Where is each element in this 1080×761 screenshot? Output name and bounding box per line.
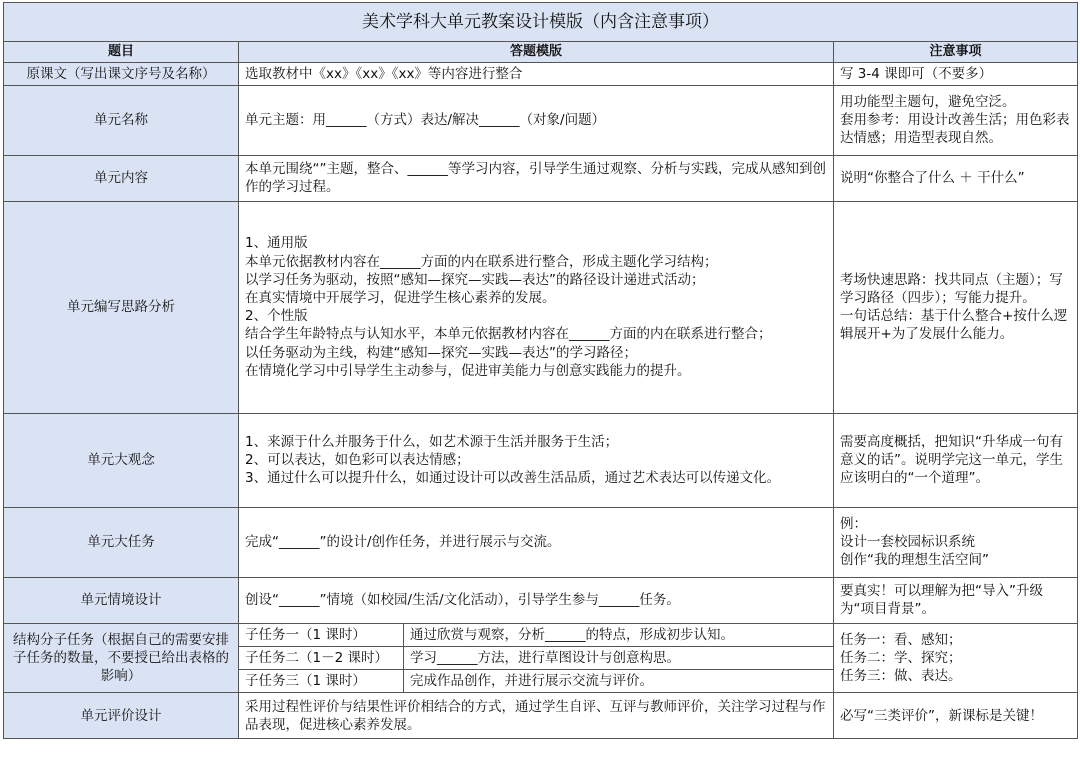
row-label: 单元大任务 bbox=[4, 507, 239, 577]
row-big-idea bbox=[4, 413, 1078, 507]
note-line: 任务二：学、探究； bbox=[840, 649, 962, 666]
row-label: 单元评价设计 bbox=[4, 693, 239, 739]
subtask-desc: 完成作品创作，并进行展示交流与评价。 bbox=[404, 670, 834, 693]
subtask-desc: 通过欣赏与观察，分析______的特点，形成初步认知。 bbox=[404, 623, 834, 646]
header-row bbox=[4, 42, 1078, 63]
subtask-desc: 学习______方法，进行草图设计与创意构思。 bbox=[404, 646, 834, 669]
row-label: 原课文（写出课文序号及名称） bbox=[4, 62, 239, 85]
content-line: 1、来源于什么并服务于什么，如艺术源于生活并服务于生活； bbox=[245, 433, 619, 450]
row-analysis bbox=[4, 201, 1078, 413]
page-title: 美术学科大单元教案设计模版（内含注意事项） bbox=[4, 3, 1078, 42]
row-content bbox=[4, 155, 1078, 201]
content-line: 1、通用版 bbox=[245, 235, 308, 252]
row-label: 单元情境设计 bbox=[4, 577, 239, 623]
title-row bbox=[4, 3, 1078, 42]
content-line: 在情境化学习中引导学生主动参与，促进审美能力与创意实践能力的提升。 bbox=[245, 362, 691, 379]
row-content: 创设“______”情境（如校园/生活/文化活动），引导学生参与______任务。 bbox=[239, 577, 834, 623]
row-content: 采用过程性评价与结果性评价相结合的方式，通过学生自评、互评与教师评价，关注学习过程与作品表现，促进核心素养发展。 bbox=[239, 693, 834, 739]
row-note: 必写“三类评价”，新课标是关键！ bbox=[834, 693, 1078, 739]
note-line: 套用参考：用设计改善生活；用色彩表达情感；用造型表现自然。 bbox=[840, 112, 1070, 147]
row-original bbox=[4, 62, 1078, 85]
row-label: 单元名称 bbox=[4, 85, 239, 155]
header-topic: 题目 bbox=[4, 42, 239, 63]
row-note bbox=[834, 201, 1078, 413]
row-label: 结构分子任务（根据自己的需要安排子任务的数量，不要授已给出表格的影响） bbox=[4, 623, 239, 693]
row-content bbox=[239, 201, 834, 413]
row-label: 单元编写思路分析 bbox=[4, 201, 239, 413]
note-line: 例： bbox=[840, 515, 867, 532]
row-label: 单元大观念 bbox=[4, 413, 239, 507]
content-line: 以任务驱动为主线，构建“感知—探究—实践—表达”的学习路径； bbox=[245, 344, 637, 361]
row-name bbox=[4, 85, 1078, 155]
row-evaluation bbox=[4, 693, 1078, 739]
row-note: 要真实！可以理解为把“导入”升级为“项目背景”。 bbox=[834, 577, 1078, 623]
row-note bbox=[834, 85, 1078, 155]
row-context bbox=[4, 577, 1078, 623]
content-line: 本单元依据教材内容在______方面的内在联系进行整合，形成主题化学习结构； bbox=[245, 253, 718, 270]
row-big-task bbox=[4, 507, 1078, 577]
content-line: 结合学生年龄特点与认知水平，本单元依据教材内容在______方面的内在联系进行整合； bbox=[245, 326, 772, 343]
note-line: 设计一套校园标识系统 bbox=[840, 534, 975, 551]
header-template: 答题模版 bbox=[239, 42, 834, 63]
row-note: 写 3-4 课即可（不要多） bbox=[834, 62, 1078, 85]
subtask-name: 子任务一（1 课时） bbox=[239, 623, 404, 646]
note-line: 一句话总结：基于什么整合+按什么逻辑展开+为了发展什么能力。 bbox=[840, 308, 1068, 343]
note-line: 创作“我的理想生活空间” bbox=[840, 552, 989, 569]
note-line: 任务一：看、感知； bbox=[840, 631, 962, 648]
content-line: 以学习任务为驱动，按照“感知—探究—实践—表达”的路径设计递进式活动； bbox=[245, 271, 705, 288]
note-line: 考场快速思路：找共同点（主题）；写学习路径（四步）；写能力提升。 bbox=[840, 271, 1063, 307]
lesson-template-table bbox=[3, 2, 1078, 739]
content-line: 3、通过什么可以提升什么，如通过设计可以改善生活品质，通过艺术表达可以传递文化。 bbox=[245, 470, 781, 487]
row-note: 说明“你整合了什么 ＋ 干什么” bbox=[834, 155, 1078, 201]
row-content: 本单元围绕“”主题，整合、______等学习内容，引导学生通过观察、分析与实践，完成从感知到创作的学习过程。 bbox=[239, 155, 834, 201]
note-line: 任务三：做、表达。 bbox=[840, 668, 962, 685]
note-line: 用功能型主题句，避免空泛。 bbox=[840, 93, 1016, 110]
content-line: 2、个性版 bbox=[245, 308, 308, 325]
row-label: 单元内容 bbox=[4, 155, 239, 201]
row-note: 需要高度概括，把知识“升华成一句有意义的话”。说明学完这一单元，学生应该明白的“一个道理”。 bbox=[834, 413, 1078, 507]
row-note bbox=[834, 623, 1078, 693]
row-content: 单元主题：用______（方式）表达/解决______（对象/问题） bbox=[239, 85, 834, 155]
row-content bbox=[239, 413, 834, 507]
subtask-name: 子任务二（1－2 课时） bbox=[239, 646, 404, 669]
content-line: 2、可以表达，如色彩可以表达情感； bbox=[245, 452, 470, 469]
subtask-name: 子任务三（1 课时） bbox=[239, 670, 404, 693]
content-line: 在真实情境中开展学习，促进学生核心素养的发展。 bbox=[245, 290, 556, 307]
row-subtask bbox=[4, 623, 1078, 646]
row-content: 选取教材中《xx》《xx》《xx》等内容进行整合 bbox=[239, 62, 834, 85]
row-note bbox=[834, 507, 1078, 577]
row-content: 完成“______”的设计/创作任务，并进行展示与交流。 bbox=[239, 507, 834, 577]
header-notes: 注意事项 bbox=[834, 42, 1078, 63]
